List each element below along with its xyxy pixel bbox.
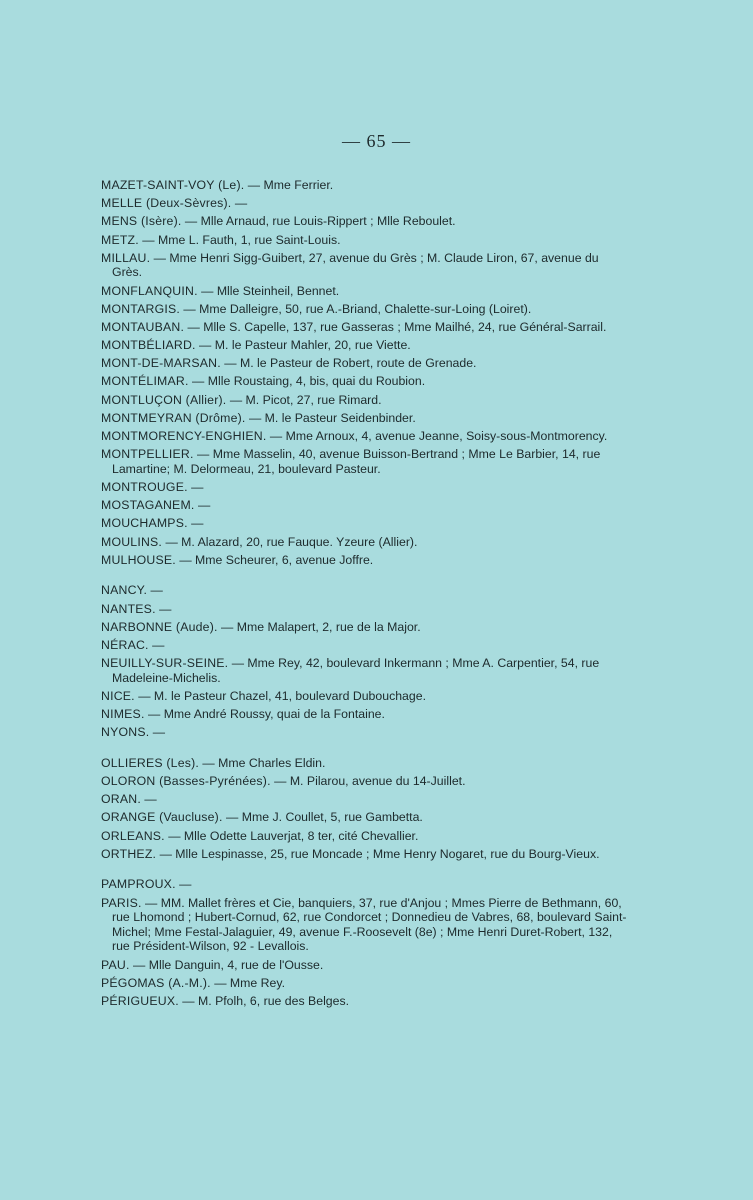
directory-entry <box>101 338 627 353</box>
entry-details: — M. le Pasteur Chazel, 41, boulevard Dubouchage. <box>134 688 426 703</box>
directory-entry <box>101 480 627 495</box>
entry-details: — Mme Scheurer, 6, avenue Joffre. <box>175 552 374 567</box>
directory-entry <box>101 620 627 635</box>
entry-place: NYONS. <box>101 725 150 740</box>
directory-entry <box>101 196 627 211</box>
directory-entry <box>101 553 627 568</box>
entry-place: MENS (Isère). <box>101 214 182 229</box>
directory-entry <box>101 302 627 317</box>
entry-details: — Mme André Roussy, quai de la Fontaine. <box>144 707 385 722</box>
directory-entry <box>101 583 627 598</box>
entry-place: NANCY. <box>101 583 148 598</box>
directory-entry <box>101 374 627 389</box>
directory-entry <box>101 516 627 531</box>
entry-details: — M. Alazard, 20, rue Fauque. Yzeure (Allier). <box>162 534 418 549</box>
entry-place: MONT-DE-MARSAN. <box>101 356 221 371</box>
entry-place: MOULINS. <box>101 534 163 549</box>
entry-details: — <box>194 498 211 513</box>
entry-place: MONTROUGE. <box>101 480 188 494</box>
entry-details: — M. Picot, 27, rue Rimard. <box>226 392 382 407</box>
entry-details: — Mlle S. Capelle, 137, rue Gasseras ; Mme Mailhé, 24, rue Général-Sarrail. <box>184 319 607 334</box>
entry-place: OLORON (Basses-Pyrénées). <box>101 774 271 789</box>
entry-place: MOUCHAMPS. <box>101 516 188 531</box>
directory-entry <box>101 284 627 299</box>
directory-entry <box>101 896 627 954</box>
entry-details: — Mlle Odette Lauverjat, 8 ter, cité Chevallier. <box>164 828 419 843</box>
entry-details: — <box>231 196 248 211</box>
entry-details: — <box>175 877 192 892</box>
directory-entry <box>101 178 627 193</box>
entry-details: — MM. Mallet frères et Cie, banquiers, 37, rue d'Anjou ; Mmes Pierre de Bethmann, 60, rue Lhomond ; Hubert-Cornud, 62, rue Condorcet ; Donnedieu de Vabres, 68, boulevard Saint-Michel; Mme Festal-Jalaguier, 49, avenue F.-Roosevelt (8e) ; Mme Henri Duret-Robert, 132, rue Président-Wilson, 92 - Levallois. <box>112 895 627 954</box>
entry-details: — <box>149 725 166 740</box>
entry-place: NÉRAC. <box>101 637 149 652</box>
entry-place: NARBONNE (Aude). <box>101 619 218 634</box>
entry-details: — <box>148 637 165 652</box>
entry-place: PÉRIGUEUX. <box>101 993 179 1008</box>
entry-place: ORANGE (Vaucluse). <box>101 810 223 825</box>
entry-details: — <box>147 583 163 598</box>
directory-entry <box>101 707 627 722</box>
entry-place: PAMPROUX. <box>101 877 176 892</box>
directory-entry <box>101 847 627 862</box>
entry-place: MONFLANQUIN. <box>101 283 198 298</box>
entry-place: PAU. <box>101 957 130 972</box>
entry-details: — M. le Pasteur Mahler, 20, rue Viette. <box>195 338 411 353</box>
directory-entry <box>101 447 627 476</box>
entry-place: MONTARGIS. <box>101 301 180 316</box>
entry-details: — Mme Masselin, 40, avenue Buisson-Bertrand ; Mme Le Barbier, 14, rue Lamartine; M. Delormeau, 21, boulevard Pasteur. <box>112 447 601 476</box>
directory-entry <box>101 829 627 844</box>
entry-details: — Mme L. Fauth, 1, rue Saint-Louis. <box>138 232 341 247</box>
entry-details: — M. le Pasteur de Robert, route de Grenade. <box>220 356 477 371</box>
entry-place: NEUILLY-SUR-SEINE. <box>101 656 229 671</box>
entry-details: — M. Pilarou, avenue du 14-Juillet. <box>270 774 466 789</box>
entry-details: — Mme Malapert, 2, rue de la Major. <box>217 619 421 634</box>
entry-place: MONTAUBAN. <box>101 319 185 334</box>
entry-details: — M. le Pasteur Seidenbinder. <box>245 410 416 425</box>
entry-details: — Mme Charles Eldin. <box>199 755 326 770</box>
entry-details: — Mlle Steinheil, Bennet. <box>197 283 340 298</box>
directory-entry <box>101 958 627 973</box>
entry-place: METZ. <box>101 232 139 247</box>
entry-place: MAZET-SAINT-VOY (Le). <box>101 178 245 192</box>
entry-place: MONTMORENCY-ENGHIEN. <box>101 429 267 444</box>
directory-entry <box>101 356 627 371</box>
directory-entry <box>101 689 627 704</box>
entry-details: — <box>187 480 204 494</box>
entry-details: — Mme Rey. <box>210 975 286 990</box>
directory-entry <box>101 429 627 444</box>
entry-place: MOSTAGANEM. <box>101 498 195 513</box>
directory-entry <box>101 725 627 740</box>
directory-entry <box>101 877 627 892</box>
entry-details: — <box>155 601 172 616</box>
entry-place: MONTBÉLIARD. <box>101 338 196 353</box>
directory-list <box>101 178 627 1012</box>
directory-entry <box>101 810 627 825</box>
entry-place: MONTLUÇON (Allier). <box>101 392 227 407</box>
directory-entry <box>101 756 627 771</box>
directory-entry <box>101 498 627 513</box>
directory-entry <box>101 774 627 789</box>
entry-details: — Mlle Roustaing, 4, bis, quai du Roubion. <box>188 374 426 389</box>
entry-place: MELLE (Deux-Sèvres). <box>101 196 232 211</box>
entry-place: NICE. <box>101 688 135 703</box>
entry-place: MONTÉLIMAR. <box>101 374 189 389</box>
directory-entry <box>101 792 627 807</box>
directory-entry <box>101 976 627 991</box>
entry-details: — Mme Ferrier. <box>244 178 334 192</box>
directory-entry <box>101 656 627 685</box>
entry-place: ORAN. <box>101 792 141 807</box>
entry-details: — Mlle Arnaud, rue Louis-Rippert ; Mlle Reboulet. <box>181 214 456 229</box>
directory-entry <box>101 214 627 229</box>
entry-place: NIMES. <box>101 707 145 722</box>
entry-place: PARIS. <box>101 895 142 910</box>
directory-entry <box>101 411 627 426</box>
entry-place: MULHOUSE. <box>101 552 176 567</box>
entry-place: MILLAU. <box>101 250 151 265</box>
directory-entry <box>101 994 627 1009</box>
entry-place: ORLEANS. <box>101 828 165 843</box>
entry-details: — Mme Henri Sigg-Guibert, 27, avenue du Grès ; M. Claude Liron, 67, avenue du Grès. <box>112 250 599 280</box>
directory-entry <box>101 251 627 280</box>
directory-entry <box>101 535 627 550</box>
entry-place: MONTPELLIER. <box>101 447 194 462</box>
entry-details: — <box>140 792 157 807</box>
entry-place: NANTES. <box>101 601 156 616</box>
entry-place: OLLIERES (Les). <box>101 755 199 770</box>
entry-details: — M. Pfolh, 6, rue des Belges. <box>178 993 350 1008</box>
entry-details: — Mme Rey, 42, boulevard Inkermann ; Mme A. Carpentier, 54, rue Madeleine-Michelis. <box>112 656 600 685</box>
entry-details: — Mlle Danguin, 4, rue de l'Ousse. <box>129 957 324 972</box>
entry-details: — Mme Arnoux, 4, avenue Jeanne, Soisy-sous-Montmorency. <box>266 429 608 444</box>
page-number: — 65 — <box>342 131 411 151</box>
entry-details: — <box>187 516 204 531</box>
entry-details: — Mme Dalleigre, 50, rue A.-Briand, Chalette-sur-Loing (Loiret). <box>179 301 532 316</box>
directory-entry <box>101 320 627 335</box>
directory-entry <box>101 393 627 408</box>
entry-place: ORTHEZ. <box>101 846 157 861</box>
directory-entry <box>101 233 627 248</box>
directory-entry <box>101 602 627 617</box>
entry-place: MONTMEYRAN (Drôme). <box>101 410 246 425</box>
entry-details: — Mlle Lespinasse, 25, rue Moncade ; Mme Henry Nogaret, rue du Bourg-Vieux. <box>156 846 600 861</box>
entry-details: — Mme J. Coullet, 5, rue Gambetta. <box>222 810 423 825</box>
directory-entry <box>101 638 627 653</box>
entry-place: PÉGOMAS (A.-M.). <box>101 975 211 990</box>
